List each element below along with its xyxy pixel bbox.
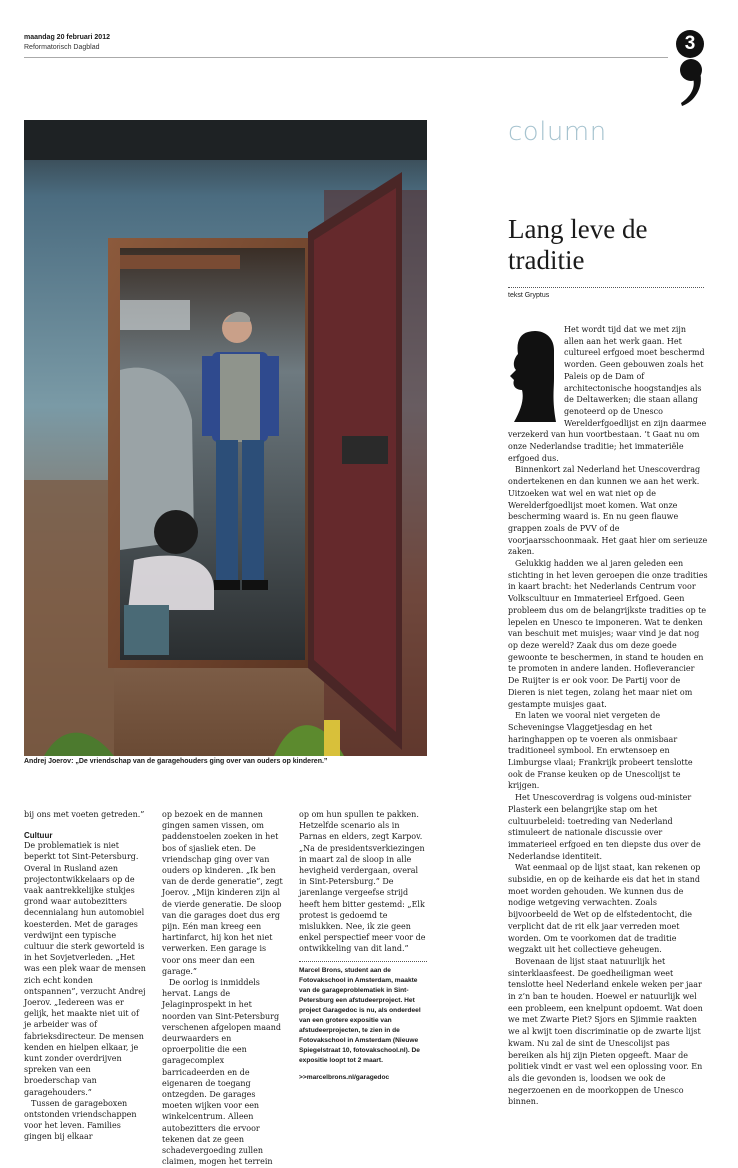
paragraph: bij ons met voeten getreden.” <box>24 810 145 819</box>
paragraph: Binnenkort zal Nederland het Unescoverdrag ondertekenen en dan kunnen we aan het werk. Uitzoeken wat wel en wat niet op de Werelderfgoedlijst moet komen. Wat onze bescherming waard is. En nu geen flauwe grappen zoals de PVV of de voorjaarsschoonmaak. Het gaat hier om serieuze zaken. <box>508 465 708 557</box>
section-label: column <box>508 117 607 147</box>
column-body <box>508 324 708 1108</box>
paragraph: Het Unescoverdrag is volgens oud-minister Plasterk een belangrijke stap om het cultuurbeleid: toetreding van Nederland stimuleert de nationale discussie over immaterieel erfgoed en ten diepste dus over de Nederlandse identiteit. <box>508 793 701 861</box>
article-column-1 <box>24 809 148 1143</box>
photo-caption: Andrej Joerov: „De vriendschap van de garagehouders ging over van ouders op kinderen.” <box>24 758 328 765</box>
article-column-2 <box>162 809 286 1168</box>
photo-credit: Marcel Brons, student aan de Fotovakschool in Amsterdam, maakte van de garageproblematiek in Sint-Petersburg een afstudeerproject. Het project Garagedoc is nu, als onderdeel van een grotere expositie van afstudeerprojecten, te zien in de Fotovakschool in Amsterdam (Nieuwe Spiegelstraat 10, fotovakschool.nl). De expositie loopt tot 2 maart. <box>299 966 421 1064</box>
page-date: maandag 20 februari 2012 <box>24 34 110 41</box>
silhouette-spacer <box>508 324 564 418</box>
paragraph: En laten we vooral niet vergeten de Scheveningse Vlaggetjesdag en het haringhappen op te voeren als onmisbaar traditioneel symbool. En erwtensoep en Limburgse vlaai; Frankrijk probeert tenslotte ook de Franse keuken op de Unescolijst te krijgen. <box>508 711 693 791</box>
paragraph: Het wordt tijd dat we met zijn allen aan het werk gaan. Het cultureel erfgoed moet beschermd worden. Geen gebouwen zoals het Paleis op de Dam of architectonische hoogstandjes als de Deltawerken; die staan allang genoteerd op de Unesco Werelderfgoedlijst en zijn daarmee verzekerd van hun voortbestaan. ’t Gaat nu om onze Nederlandse traditie; het immateriële erfgoed dus. <box>508 325 707 463</box>
paragraph: Tussen de garageboxen ontstonden vriendschappen voor het leven. Families gingen bij elkaar <box>24 1098 137 1142</box>
title-divider <box>508 287 704 288</box>
garage-photo <box>24 120 427 756</box>
paragraph: Gelukkig hadden we al jaren geleden een stichting in het leven geroepen die onze tradities in kaart bracht: het Nederlands Centrum voor Volkscultuur en Immaterieel Erfgoed. Geen probleem dus om de belangrijkste tradities op te lepelen en Unesco te imponeren. Wat te denken van beschuit met muisjes; waar vind je dat nog op deze wereld? Zaak dus om deze goede gewoonte te beschermen, in stand te houden en te promoten in andere landen. Hofleverancier De Ruijter is er ook voor. De Partij voor de Dieren is niet tegen, zolang het maar niet om gestampte muisjes gaat. <box>508 559 708 709</box>
source-link[interactable]: >>marcelbrons.nl/garagedoc <box>299 1073 390 1081</box>
newspaper-name: Reformatorisch Dagblad <box>24 44 100 51</box>
paragraph: Bovenaan de lijst staat natuurlijk het sinterklaasfeest. De goedheiligman weet tenslotte heel Nederland enkele weken per jaar in z’n ban te houden. Hoewel er natuurlijk wel een probleem, een knelpunt opdoemt. Wat doen we met Zwarte Piet? Sjors en Sjimmie raakten we al kwijt toen discriminatie op de zwarte lijst kwam. Nu zal de sint de Unescolijst pas bereiken als hij zijn Pieten opgeeft. Maar de politiek vindt er vast wel een oplossing voor. En als die gevonden is, loodsen we ook de negerzoenen en de moorkoppen de Unesco binnen. <box>508 956 703 1107</box>
article-column-3 <box>299 809 427 1081</box>
byline: tekst Gryptus <box>508 292 550 299</box>
paragraph: op bezoek en de mannen gingen samen vissen, om paddenstoelen zoeken in het bos of sjasliek eten. De vriendschap ging over van ouders op kinderen. „Ik ben van de derde generatie”, zegt Joerov. „Mijn kinderen zijn al de vierde generatie. De sloop van die garages doet dus erg pijn. Eén man kreeg een hartinfarct, hij kon het niet verwerken. Een garage is voor ons meer dan een garage.” <box>162 810 283 976</box>
divider <box>299 961 427 962</box>
column-title: Lang leve de traditie <box>508 214 648 275</box>
comma-icon <box>676 58 706 108</box>
paragraph: Wat eenmaal op de lijst staat, kan rekenen op subsidie, en op de keiharde eis dat het in stand moet worden gehouden. We kunnen dus de nodige wetgeving verwachten. Zoals bijvoorbeeld de Wet op de elfstedentocht, die verplicht dat de rit elk jaar verreden moet worden. Om te voorkomen dat de traditie wegzakt uit het collectieve geheugen. <box>508 863 701 955</box>
header-rule <box>24 57 668 58</box>
page-number-badge: 3 <box>676 30 704 58</box>
paragraph: op om hun spullen te pakken. Hetzelfde scenario als in Parnas en elders, zegt Karpov. „Na de presidentsverkiezingen in maart zal de sloop in alle hevigheid verdergaan, overal in Sint-Petersburg.” De jarenlange vergeefse strijd heeft hem bitter gestemd: „Elk protest is gedoemd te mislukken. Nee, ik zie geen enkel perspectief meer voor de ontwikkeling van dit land.” <box>299 810 426 954</box>
subheading: Cultuur <box>24 831 53 841</box>
paragraph: De problematiek is niet beperkt tot Sint-Petersburg. Overal in Rusland azen projectontwikkelaars op de vaak aantrekkelijke stukjes grond waar autobezitters decennialang hun automobiel koesterden. Met de garages verdwijnt een typische cultuur die sterk geworteld is in het Sovjetverleden. „Het was een plek waar de mensen zich echt konden ontspannen”, verzucht Andrej Joerov. „Iedereen was er gelijk, het maakte niet uit of je arbeider was of fabrieksdirecteur. De mensen kenden en hielpen elkaar, je kunt zonder overdrijven spreken van een broederschap van garagehouders.” <box>24 841 146 1097</box>
paragraph: De oorlog is inmiddels hervat. Langs de Jelaginprospekt in het noorden van Sint-Petersburg verschenen afgelopen maand deurwaarders en oproerpolitie die een garagecomplex barricadeerden en de eigenaren de toegang ontzegden. De garages moeten wijken voor een winkelcentrum. Alleen autobezitters die ervoor tekenen dat ze geen schadevergoeding zullen claimen, mogen het terrein <box>162 978 282 1167</box>
